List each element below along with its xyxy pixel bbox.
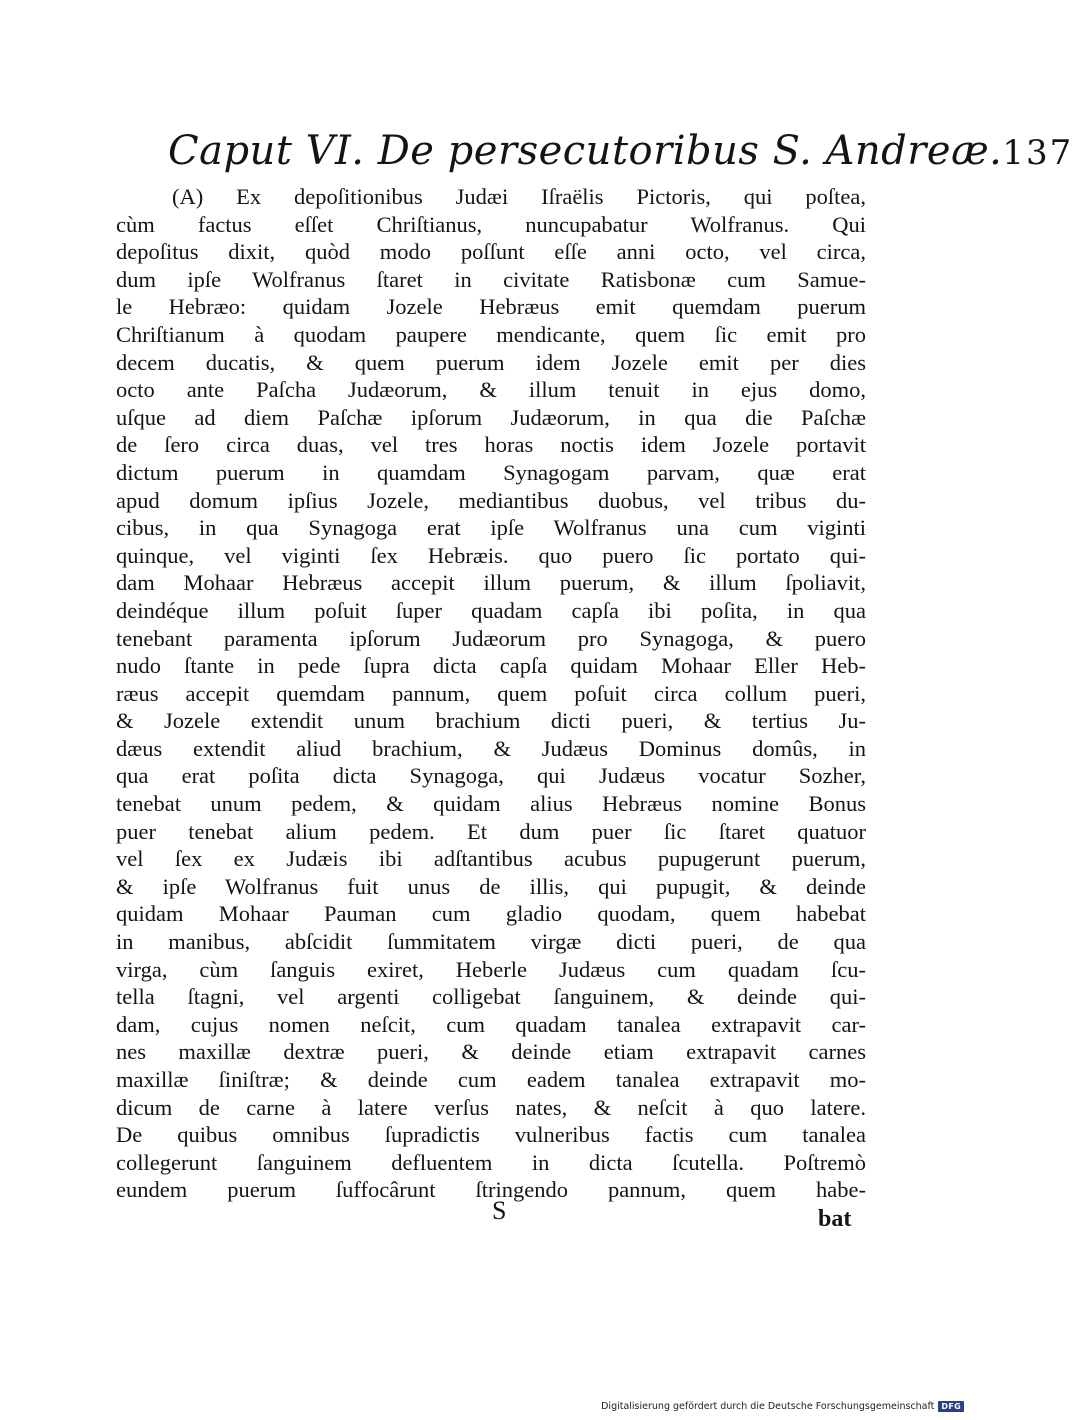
text-line: nudo ſtante in pede ſupra dicta capſa quidam Mohaar Eller Heb- bbox=[116, 653, 866, 679]
text-line: dam, cujus nomen neſcit, cum quadam tanalea extrapavit car- bbox=[116, 1011, 866, 1037]
text-line: tenebat unum pedem, & quidam alius Hebræus nomine Bonus bbox=[116, 791, 866, 817]
text-line: octo ante Paſcha Judæorum, & illum tenuit in ejus domo, bbox=[116, 377, 866, 403]
text-line: virga, cùm ſanguis exiret, Heberle Judæus cum quadam ſcu- bbox=[116, 956, 866, 982]
text-line: in manibus, abſcidit ſummitatem virgæ dicti pueri, de qua bbox=[116, 929, 866, 955]
text-line: collegerunt ſanguinem defluentem in dicta ſcutella. Poſtremò bbox=[116, 1149, 866, 1175]
text-line: & ipſe Wolfranus fuit unus de illis, qui pupugit, & deinde bbox=[116, 873, 866, 899]
text-line: uſque ad diem Paſchæ ipſorum Judæorum, in qua die Paſchæ bbox=[116, 404, 866, 430]
catchword: bat bbox=[818, 1206, 852, 1232]
text-line: quidam Mohaar Pauman cum gladio quodam, quem habebat bbox=[116, 901, 866, 927]
text-line: qua erat poſita dicta Synagoga, qui Judæus vocatur Sozher, bbox=[116, 763, 866, 789]
text-line: (A) Ex depoſitionibus Judæi Iſraëlis Pictoris, qui poſtea, bbox=[172, 184, 866, 209]
text-line: de ſero circa duas, vel tres horas noctis idem Jozele portavit bbox=[116, 432, 866, 458]
text-line: dictum puerum in quamdam Synagogam parvam, quæ erat bbox=[116, 459, 866, 485]
text-line: puer tenebat alium pedem. Et dum puer ſic ſtaret quatuor bbox=[116, 818, 866, 844]
text-line: & Jozele extendit unum brachium dicti pueri, & tertius Ju- bbox=[116, 708, 866, 734]
signature-mark: S bbox=[492, 1196, 507, 1225]
text-line: nes maxillæ dextræ pueri, & deinde etiam extrapavit carnes bbox=[116, 1039, 866, 1065]
running-head bbox=[168, 128, 1073, 176]
text-line: dam Mohaar Hebræus accepit illum puerum, & illum ſpoliavit, bbox=[116, 570, 866, 596]
page-number: 137 bbox=[1002, 133, 1073, 173]
digitization-footer bbox=[601, 1401, 964, 1412]
body-text bbox=[116, 183, 866, 1204]
text-line: tella ſtagni, vel argenti colligebat ſanguinem, & deinde qui- bbox=[116, 984, 866, 1010]
funding-credit: Digitalisierung gefördert durch die Deutsche Forschungsgemeinschaft bbox=[601, 1401, 935, 1412]
text-line: dum ipſe Wolfranus ſtaret in civitate Ratisbonæ cum Samue- bbox=[116, 266, 866, 292]
text-line: eundem puerum ſuffocârunt ſtringendo pannum, quem habe- bbox=[116, 1177, 866, 1203]
dfg-logo-icon: DFG bbox=[938, 1401, 964, 1412]
text-line: vel ſex ex Judæis ibi adſtantibus acubus pupugerunt puerum, bbox=[116, 846, 866, 872]
text-line: cibus, in qua Synagoga erat ipſe Wolfranus una cum viginti bbox=[116, 515, 866, 541]
text-line: ræus accepit quemdam pannum, quem poſuit circa collum pueri, bbox=[116, 680, 866, 706]
text-line: De quibus omnibus ſupradictis vulneribus factis cum tanalea bbox=[116, 1122, 866, 1148]
text-line: le Hebræo: quidam Jozele Hebræus emit quemdam puerum bbox=[116, 294, 866, 320]
text-line: cùm factus eſſet Chriſtianus, nuncupabatur Wolfranus. Qui bbox=[116, 211, 866, 237]
text-line: decem ducatis, & quem puerum idem Jozele emit per dies bbox=[116, 349, 866, 375]
text-line: depoſitus dixit, quòd modo poſſunt eſſe anni octo, vel circa, bbox=[116, 239, 866, 265]
text-line: quinque, vel viginti ſex Hebræis. quo puero ſic portato qui- bbox=[116, 542, 866, 568]
text-line: dæus extendit aliud brachium, & Judæus Dominus domûs, in bbox=[116, 735, 866, 761]
chapter-title: Caput VI. De persecutoribus S. Andreæ. bbox=[168, 128, 1003, 174]
text-line: apud domum ipſius Jozele, mediantibus duobus, vel tribus du- bbox=[116, 487, 866, 513]
text-line: Chriſtianum à quodam paupere mendicante, quem ſic emit pro bbox=[116, 321, 866, 347]
text-line: dicum de carne à latere verſus nates, & neſcit à quo latere. bbox=[116, 1094, 866, 1120]
text-line: maxillæ ſiniſtræ; & deinde cum eadem tanalea extrapavit mo- bbox=[116, 1067, 866, 1092]
text-line: tenebant paramenta ipſorum Judæorum pro Synagoga, & puero bbox=[116, 625, 866, 651]
text-line: deindéque illum poſuit ſuper quadam capſa ibi poſita, in qua bbox=[116, 597, 866, 623]
